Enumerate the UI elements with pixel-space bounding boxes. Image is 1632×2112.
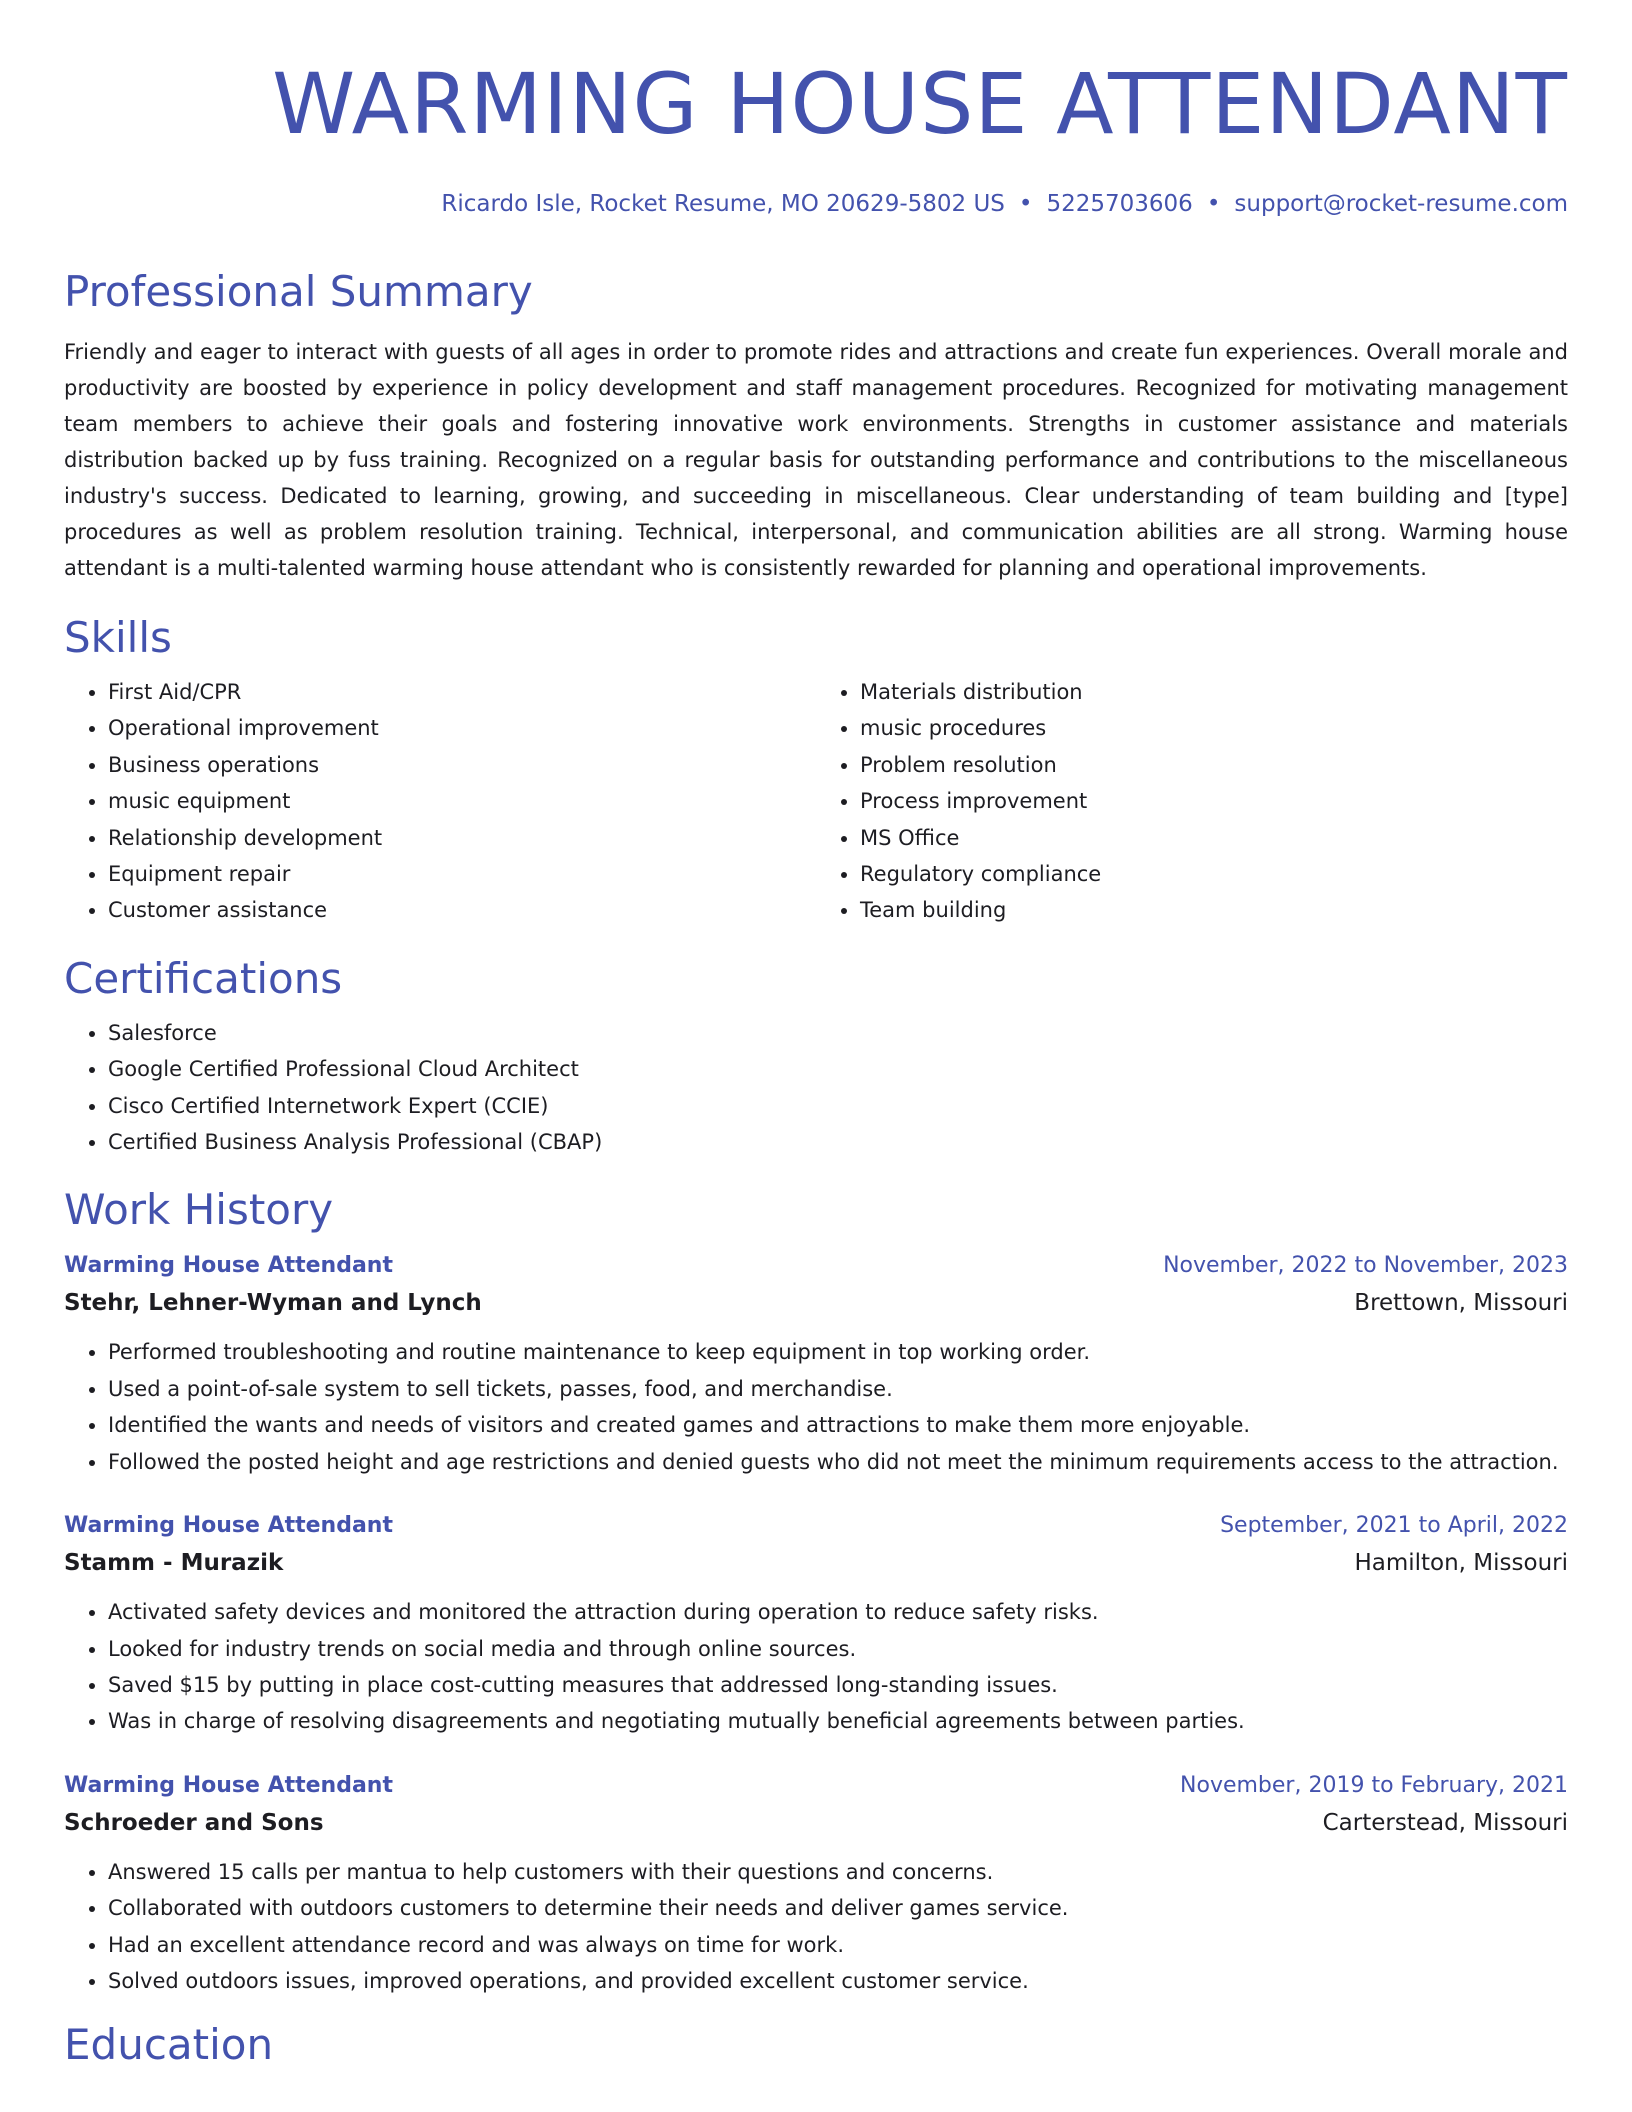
- job-bullet: • Saved $15 by putting in place cost-cutting measures that addressed long-standing issues.: [108, 1667, 1568, 1703]
- contact-phone: 5225703606: [1046, 191, 1193, 217]
- job-header-row: [64, 1248, 1568, 1284]
- job-header-row: [64, 1508, 1568, 1544]
- job-title: Warming House Attendant: [64, 1772, 393, 1798]
- job-dates: September, 2021 to April, 2022: [1220, 1513, 1568, 1539]
- job-entry: [64, 1768, 1568, 2000]
- certification-item: • Google Certified Professional Cloud Architect: [108, 1051, 1568, 1087]
- skills-list-right: [816, 674, 1568, 929]
- section-title-skills: Skills: [64, 613, 172, 662]
- job-header-row: [64, 1768, 1568, 1804]
- job-dates: November, 2022 to November, 2023: [1163, 1253, 1568, 1279]
- job-location: Carterstead, Missouri: [1322, 1809, 1568, 1836]
- job-title: Warming House Attendant: [64, 1253, 393, 1279]
- skill-item: • music procedures: [860, 710, 1568, 746]
- skill-item: • Team building: [860, 892, 1568, 928]
- job-bullets: [64, 1334, 1568, 1480]
- job-bullet: • Identified the wants and needs of visitors and created games and attractions to make them more enjoyable.: [108, 1407, 1568, 1443]
- skill-item: • MS Office: [860, 820, 1568, 856]
- job-entry: [64, 1508, 1568, 1740]
- section-title-work-history: Work History: [64, 1185, 334, 1235]
- skill-item: • Business operations: [108, 747, 816, 783]
- skill-item: • Operational improvement: [108, 710, 816, 746]
- job-bullet: • Solved outdoors issues, improved operations, and provided excellent customer service.: [108, 1963, 1568, 1999]
- job-bullet: • Collaborated with outdoors customers to determine their needs and deliver games service.: [108, 1890, 1568, 1926]
- skills-list-left: [64, 674, 816, 929]
- job-bullet: • Followed the posted height and age restrictions and denied guests who did not meet the minimum requirements access to the attraction.: [108, 1444, 1568, 1480]
- skill-item: • Equipment repair: [108, 856, 816, 892]
- job-bullet: • Performed troubleshooting and routine maintenance to keep equipment in top working order.: [108, 1334, 1568, 1370]
- contact-address: Ricardo Isle, Rocket Resume, MO 20629-5802 US: [441, 191, 1005, 217]
- job-company-row: [64, 1544, 1568, 1582]
- job-dates: November, 2019 to February, 2021: [1180, 1772, 1568, 1798]
- skill-item: • First Aid/CPR: [108, 674, 816, 710]
- section-title-certifications: Certifications: [64, 953, 343, 1003]
- job-company-row: [64, 1804, 1568, 1842]
- section-title-education: Education: [64, 2020, 274, 2070]
- skill-item: • Process improvement: [860, 783, 1568, 819]
- skill-item: • music equipment: [108, 783, 816, 819]
- resume-name: WARMING HOUSE ATTENDANT: [272, 55, 1568, 153]
- skill-item: • Regulatory compliance: [860, 856, 1568, 892]
- contact-separator: •: [1206, 191, 1221, 217]
- job-title: Warming House Attendant: [64, 1513, 393, 1539]
- summary-text: Friendly and eager to interact with guests of all ages in order to promote rides and attractions and create fun experiences. Overall morale and productivity are boosted by experience in policy development and staff management procedures. Recognized for motivating management team members to achieve their goals and fostering innovative work environments. Strengths in customer assistance and materials distribution backed up by fuss training. Recognized on a regular basis for outstanding performance and contributions to the miscellaneous industry's success. Dedicated to learning, growing, and succeeding in miscellaneous. Clear understanding of team building and [type] procedures as well as problem resolution training. Technical, interpersonal, and communication abilities are all strong. Warming house attendant is a multi-talented warming house attendant who is consistently rewarded for planning and operational improvements.: [64, 340, 1568, 580]
- job-company: Stamm - Murazik: [64, 1550, 284, 1577]
- skill-item: • Materials distribution: [860, 674, 1568, 710]
- job-bullet: • Answered 15 calls per mantua to help customers with their questions and concerns.: [108, 1854, 1568, 1890]
- certification-item: • Cisco Certified Internetwork Expert (CCIE): [108, 1088, 1568, 1124]
- skills-columns: [64, 674, 1568, 929]
- job-company: Stehr, Lehner-Wyman and Lynch: [64, 1290, 482, 1317]
- contact-email: support@rocket-resume.com: [1234, 191, 1568, 217]
- job-bullet: • Looked for industry trends on social media and through online sources.: [108, 1631, 1568, 1667]
- job-bullets: [64, 1594, 1568, 1740]
- skill-item: • Relationship development: [108, 820, 816, 856]
- job-bullet: • Had an excellent attendance record and was always on time for work.: [108, 1927, 1568, 1963]
- resume-page: [64, 0, 1568, 2071]
- skill-item: • Problem resolution: [860, 747, 1568, 783]
- job-location: Brettown, Missouri: [1354, 1290, 1568, 1317]
- contact-separator: •: [1018, 191, 1033, 217]
- job-company-row: [64, 1284, 1568, 1322]
- job-company: Schroeder and Sons: [64, 1809, 324, 1836]
- job-location: Hamilton, Missouri: [1354, 1550, 1568, 1577]
- job-bullet: • Used a point-of-sale system to sell tickets, passes, food, and merchandise.: [108, 1371, 1568, 1407]
- section-title-summary: Professional Summary: [64, 267, 533, 316]
- job-bullet: • Activated safety devices and monitored the attraction during operation to reduce safety risks.: [108, 1594, 1568, 1630]
- job-bullets: [64, 1854, 1568, 2000]
- skill-item: • Customer assistance: [108, 892, 816, 928]
- job-bullet: • Was in charge of resolving disagreements and negotiating mutually beneficial agreements between parties.: [108, 1703, 1568, 1739]
- contact-line: [64, 188, 1568, 220]
- certification-item: • Salesforce: [108, 1015, 1568, 1051]
- job-entry: [64, 1248, 1568, 1480]
- certification-item: • Certified Business Analysis Professional (CBAP): [108, 1124, 1568, 1160]
- certifications-list: [64, 1015, 1568, 1161]
